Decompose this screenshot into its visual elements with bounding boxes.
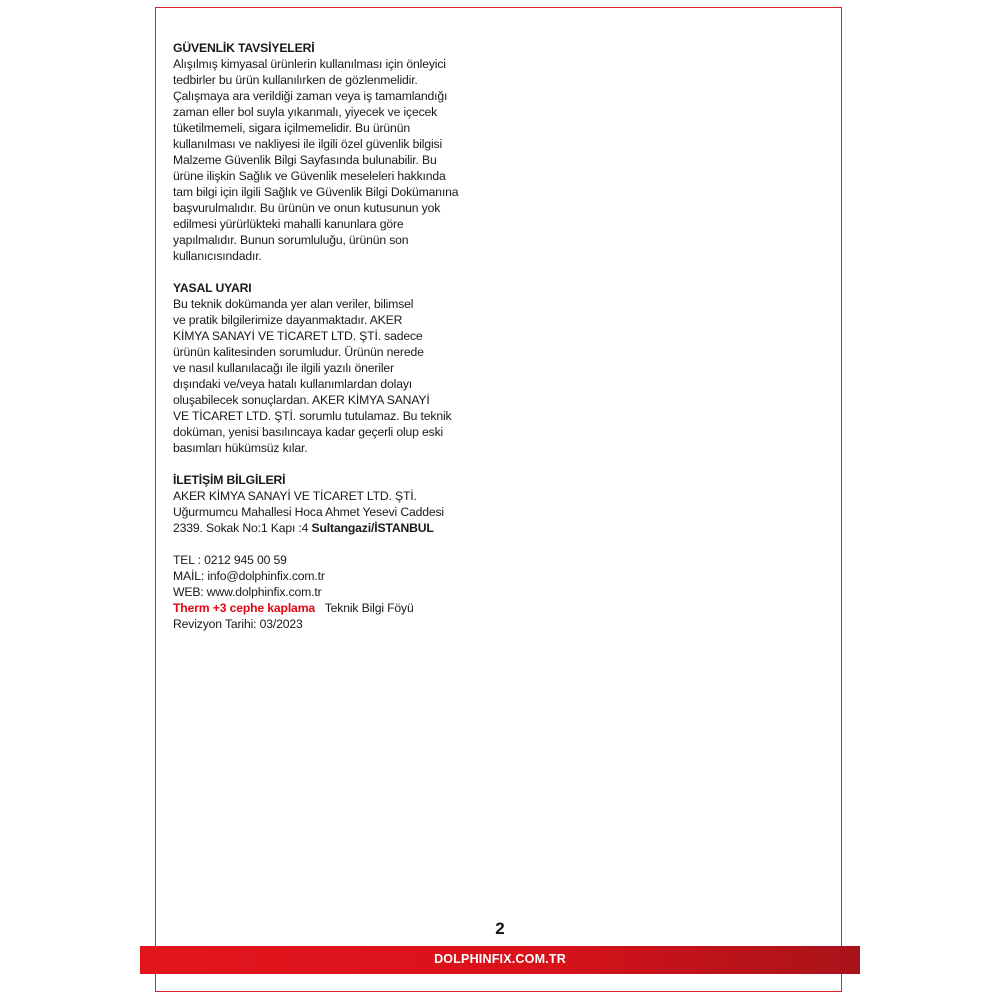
legal-line: dışındaki ve/veya hatalı kullanımlardan dolayı <box>173 377 413 391</box>
legal-line: doküman, yenisi basılıncaya kadar geçerli olup eski <box>173 425 444 439</box>
product-name: Therm +3 cephe kaplama <box>173 601 316 615</box>
safety-line: tüketilmemeli, sigara içilmemelidir. Bu ürünün <box>173 121 410 135</box>
safety-line: tam bilgi için ilgili Sağlık ve Güvenlik Bilgi Dokümanına <box>173 185 459 199</box>
safety-line: Çalışmaya ara verildiği zaman veya iş tamamlandığı <box>173 89 448 103</box>
legal-line: KİMYA SANAYİ VE TİCARET LTD. ŞTİ. sadece <box>173 329 423 343</box>
safety-line: Alışılmış kimyasal ürünlerin kullanılması için önleyici <box>173 57 446 71</box>
safety-line: başvurulmalıdır. Bu ürünün ve onun kutusunun yok <box>173 201 441 215</box>
safety-line: edilmesi yürürlükteki mahalli kanunlara göre <box>173 217 404 231</box>
product-line <box>173 600 493 616</box>
legal-section <box>173 280 493 456</box>
contact-heading: İLETİŞİM BİLGİLERİ <box>173 473 286 487</box>
safety-line: Malzeme Güvenlik Bilgi Sayfasında bulunabilir. Bu <box>173 153 437 167</box>
company-name: AKER KİMYA SANAYİ VE TİCARET LTD. ŞTİ. <box>173 489 417 503</box>
website-address: WEB: www.dolphinfix.com.tr <box>173 585 322 599</box>
address-city: İSTANBUL <box>374 521 434 535</box>
safety-line: yapılmalıdır. Bunun sorumluluğu, ürünün son <box>173 233 409 247</box>
safety-line: kullanıcısındadır. <box>173 249 262 263</box>
legal-heading: YASAL UYARI <box>173 281 252 295</box>
document-type: Teknik Bilgi Föyü <box>324 601 414 615</box>
safety-section <box>173 40 493 264</box>
document-body <box>173 40 493 648</box>
safety-heading: GÜVENLİK TAVSİYELERİ <box>173 41 315 55</box>
legal-line: oluşabilecek sonuçlardan. AKER KİMYA SANAYİ <box>173 393 430 407</box>
address-prefix: 2339. Sokak No:1 Kapı :4 <box>173 521 312 535</box>
spacer <box>173 536 493 552</box>
legal-line: ve pratik bilgilerimize dayanmaktadır. AKER <box>173 313 403 327</box>
safety-line: tedbirler bu ürün kullanılırken de gözlenmelidir. <box>173 73 418 87</box>
legal-line: Bu teknik dokümanda yer alan veriler, bilimsel <box>173 297 414 311</box>
safety-line: ürüne ilişkin Sağlık ve Güvenlik meseleleri hakkında <box>173 169 446 183</box>
contact-section <box>173 472 493 632</box>
footer-website[interactable]: DOLPHINFIX.COM.TR <box>434 952 566 966</box>
footer-bar <box>140 946 860 974</box>
address-line <box>173 520 493 536</box>
safety-line: zaman eller bol suyla yıkanmalı, yiyecek ve içecek <box>173 105 438 119</box>
legal-line: basımları hükümsüz kılar. <box>173 441 308 455</box>
phone-number: TEL : 0212 945 00 59 <box>173 553 287 567</box>
email-address: MAİL: info@dolphinfix.com.tr <box>173 569 325 583</box>
address-district: Sultangazi/ <box>311 521 375 535</box>
safety-line: kullanılması ve nakliyesi ile ilgili özel güvenlik bilgisi <box>173 137 443 151</box>
revision-date: Revizyon Tarihi: 03/2023 <box>173 617 303 631</box>
legal-line: VE TİCARET LTD. ŞTİ. sorumlu tutulamaz. Bu teknik <box>173 409 452 423</box>
page-number: 2 <box>495 919 505 938</box>
legal-line: ürünün kalitesinden sorumludur. Ürünün nerede <box>173 345 424 359</box>
legal-line: ve nasıl kullanılacağı ile ilgili yazılı öneriler <box>173 361 394 375</box>
address-street: Uğurmumcu Mahallesi Hoca Ahmet Yesevi Caddesi <box>173 505 444 519</box>
